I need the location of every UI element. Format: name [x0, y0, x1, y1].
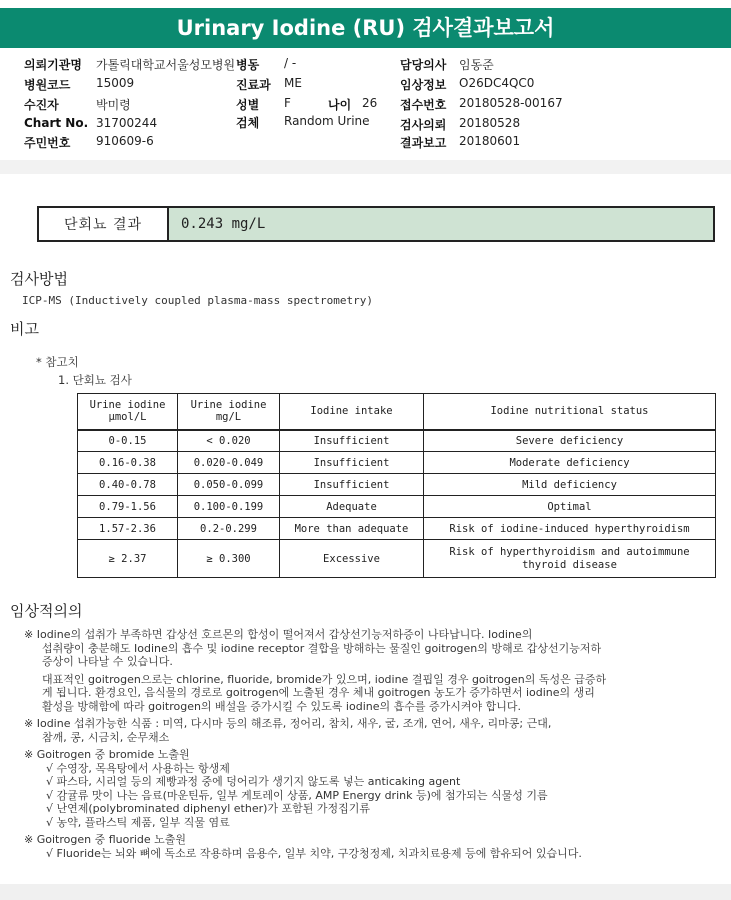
age-value: 26: [362, 96, 378, 110]
clinical-text: ※ Goitrogen 중 bromide 노출원: [24, 748, 190, 761]
cell: More than adequate: [280, 518, 424, 540]
col-header: Urine iodine mg/L: [178, 394, 280, 430]
cell: 0-0.15: [78, 430, 178, 452]
cell: Insufficient: [280, 474, 424, 496]
hospital-value: 가톨릭대학교서울성모병원: [96, 58, 236, 72]
clinical-text: ※ Goitrogen 중 fluoride 노출원: [24, 833, 187, 846]
cell: 0.100-0.199: [178, 496, 280, 518]
info-value: O26DC4QC0: [459, 76, 535, 90]
cell: Risk of iodine-induced hyperthyroidism: [424, 518, 716, 540]
clinical-text: 섭취량이 충분해도 Iodine의 흡수 및 iodine receptor 결합을 방해하는 물질인 goitrogen의 방해로 갑상선기능저하: [42, 641, 602, 655]
cell: 0.050-0.099: [178, 474, 280, 496]
hospital-label: 의뢰기관명: [24, 58, 82, 72]
reference-title: * 참고치: [36, 355, 79, 369]
receipt-label: 접수번호: [400, 98, 447, 112]
table-header-row: [78, 394, 716, 430]
table-row: [78, 496, 716, 518]
info-label: 임상정보: [400, 78, 447, 92]
chart-value: 31700244: [96, 116, 158, 130]
hospcode-value: 15009: [96, 76, 135, 90]
doctor-value: 임동준: [459, 58, 494, 72]
specimen-value: Random Urine: [284, 114, 370, 128]
cell: Adequate: [280, 496, 424, 518]
id-value: 910609-6: [96, 134, 154, 148]
method-heading: 검사방법: [10, 270, 68, 288]
result-box: [37, 206, 715, 242]
reference-table: [77, 393, 716, 578]
patient-label: 수진자: [24, 98, 59, 112]
list-item: √ 감귤류 맛이 나는 음료(마운틴듀, 일부 게토레이 상품, AMP Energy drink 등)에 첨가되는 식물성 기름: [46, 788, 548, 802]
cell: 0.40-0.78: [78, 474, 178, 496]
result-label: 단회뇨 결과: [39, 208, 169, 240]
cell: Optimal: [424, 496, 716, 518]
cell: 1.57-2.36: [78, 518, 178, 540]
clinical-text: 게 됩니다. 환경요인, 음식물의 경로로 goitrogen에 노출된 경우 체내 goitrogen 농도가 증가하면서 iodine의 생리: [42, 686, 595, 699]
remarks-heading: 비고: [10, 320, 39, 338]
table-row: [78, 452, 716, 474]
chart-label: Chart No.: [24, 116, 89, 130]
request-value: 20180528: [459, 116, 521, 130]
cell: Risk of hyperthyroidism and autoimmune thyroid disease: [424, 540, 716, 578]
specimen-label: 검체: [236, 116, 260, 130]
report-date-value: 20180601: [459, 134, 521, 148]
report-header: [0, 48, 731, 156]
list-item: √ 농약, 플라스틱 제품, 일부 직물 염료: [46, 815, 230, 829]
table-row: [78, 430, 716, 452]
clinical-text: 증상이 나타날 수 있습니다.: [42, 655, 173, 668]
footer-band: [0, 884, 731, 900]
dept-value: ME: [284, 76, 302, 90]
table-row: [78, 540, 716, 578]
cell: Excessive: [280, 540, 424, 578]
report-title: Urinary Iodine (RU) 검사결과보고서: [0, 8, 731, 48]
cell: ≥ 0.300: [178, 540, 280, 578]
clinical-text: 참깨, 콩, 시금치, 순무채소: [42, 730, 170, 744]
cell: Mild deficiency: [424, 474, 716, 496]
reference-subtitle: 1. 단회뇨 검사: [58, 373, 132, 387]
table-row: [78, 518, 716, 540]
sex-label: 성별: [236, 98, 260, 112]
col-header: Urine iodine μmol/L: [78, 394, 178, 430]
cell: Severe deficiency: [424, 430, 716, 452]
age-label: 나이: [328, 98, 352, 112]
id-label: 주민번호: [24, 136, 71, 150]
list-item: √ Fluoride는 뇌와 뼈에 독소로 작용하며 음용수, 일부 치약, 구강청정제, 치과치료용제 등에 함유되어 있습니다.: [46, 846, 582, 860]
cell: < 0.020: [178, 430, 280, 452]
table-row: [78, 474, 716, 496]
clinical-text: ※ Iodine의 섭취가 부족하면 갑상선 호르몬의 합성이 떨어져서 갑상선기능저하증이 나타납니다. Iodine의: [24, 628, 533, 641]
dept-label: 진료과: [236, 78, 271, 92]
result-value: 0.243 mg/L: [169, 208, 713, 240]
cell: 0.79-1.56: [78, 496, 178, 518]
clinical-notes: [24, 628, 724, 864]
cell: Moderate deficiency: [424, 452, 716, 474]
patient-value: 박미령: [96, 98, 131, 112]
ward-label: 병동: [236, 58, 260, 72]
list-item: √ 난연제(polybrominated diphenyl ether)가 포함된 가정집기류: [46, 802, 371, 815]
clinical-text: 대표적인 goitrogen으로는 chlorine, fluoride, bromide가 있으며, iodine 결핍일 경우 goitrogen의 독성은 급증하: [42, 672, 607, 686]
receipt-value: 20180528-00167: [459, 96, 563, 110]
ward-value: / -: [284, 56, 297, 70]
clinical-text: ※ Iodine 섭취가능한 식품 : 미역, 다시마 등의 해조류, 정어리, 참치, 새우, 굴, 조개, 연어, 새우, 리마콩; 근대,: [24, 717, 552, 730]
hospcode-label: 병원코드: [24, 78, 71, 92]
request-label: 검사의뢰: [400, 118, 447, 132]
report-date-label: 결과보고: [400, 136, 447, 150]
cell: Insufficient: [280, 452, 424, 474]
col-header: Iodine intake: [280, 394, 424, 430]
method-text: ICP-MS (Inductively coupled plasma-mass spectrometry): [22, 294, 373, 307]
list-item: √ 파스타, 시리얼 등의 제빵과정 중에 덩어리가 생기지 않도록 넣는 anticaking agent: [46, 775, 461, 788]
list-item: √ 수영장, 목욕탕에서 사용하는 항생제: [46, 761, 230, 775]
doctor-label: 담당의사: [400, 58, 447, 72]
sex-value: F: [284, 96, 291, 110]
cell: 0.020-0.049: [178, 452, 280, 474]
clinical-heading: 임상적의의: [10, 602, 83, 620]
separator-band: [0, 160, 731, 174]
cell: Insufficient: [280, 430, 424, 452]
col-header: Iodine nutritional status: [424, 394, 716, 430]
cell: 0.16-0.38: [78, 452, 178, 474]
cell: 0.2-0.299: [178, 518, 280, 540]
cell: ≥ 2.37: [78, 540, 178, 578]
clinical-text: 활성을 방해함에 따라 goitrogen의 배설을 증가시킬 수 있도록 iodine의 흡수를 증가시켜야 합니다.: [42, 699, 521, 713]
